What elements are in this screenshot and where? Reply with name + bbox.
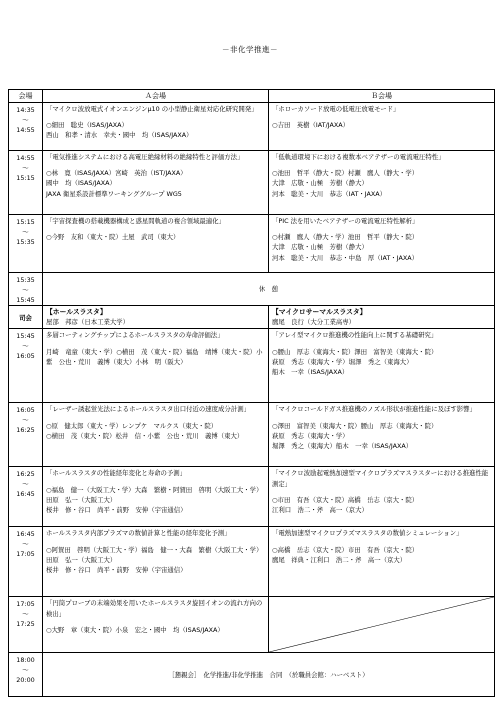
talk-title: 「マイクロコールドガス推進機のノズル形状が推進性能に及ぼす影響」	[272, 405, 476, 414]
time-cell	[9, 467, 43, 527]
empty-slot	[269, 597, 495, 653]
talk-title: 「レーザー誘起蛍光法によるホールスラスタ出口付近の速度成分計測」	[46, 405, 250, 414]
diagonal-strike	[269, 597, 494, 652]
start-time: 15:15	[16, 218, 35, 226]
start-time: 14:55	[16, 154, 35, 162]
time-cell	[9, 329, 43, 403]
room-b-talk	[269, 103, 495, 151]
talk-authors: ○池田 哲平（静大・院）村瀬 鷹人（静大・学）	[272, 169, 419, 178]
time-cell	[9, 597, 43, 653]
room-b-talk	[269, 467, 495, 527]
time-cell	[9, 273, 43, 306]
end-time: 16:45	[16, 490, 35, 499]
room-a-talk	[43, 403, 269, 467]
talk-authors: ○吉田 英樹（IAT/JAXA）	[272, 121, 350, 130]
end-time: 16:05	[16, 352, 35, 361]
talk-authors: ○澤田 富智美（東海大・院）腰山 厚志（東海大・院）	[272, 421, 438, 430]
talk-authors: 鷹尾 祥典・江利口 浩二・斧 高一（京大）	[272, 555, 407, 564]
session-name: 【マイクロサーマルスラスタ】	[272, 308, 367, 316]
table-row	[9, 215, 495, 273]
room-a-header: Ａ会場	[43, 90, 269, 103]
talk-authors: ○今野 友和（東大・院）土屋 武司（東大）	[46, 233, 180, 242]
talk-authors: ○細田 聡史（ISAS/JAXA）	[46, 121, 128, 130]
table-row	[9, 597, 495, 653]
talk-authors: 桜井 修・谷口 尚平・前野 安伸（宇宙通信）	[46, 506, 187, 515]
time-separator: ～	[22, 164, 29, 172]
room-a-talk	[43, 467, 269, 527]
talk-authors: ○原 健太郎（東大・学）レンプケ マルクス（東大・院）	[46, 421, 218, 430]
page-title: －非化学推進－	[222, 45, 278, 54]
talk-authors: 西山 和孝・清水 幸夫・國中 均（ISAS/JAXA）	[46, 131, 193, 140]
talk-authors: ○腰山 厚志（東海大・院）澤田 富智美（東海大・院）	[272, 347, 438, 356]
end-time: 17:25	[16, 620, 35, 629]
break-label: 休 憩	[43, 273, 495, 306]
table-row	[9, 273, 495, 306]
end-time: 15:35	[16, 238, 35, 246]
talk-title: 「ホールスラスタの性能経年変化と寿命の予測」	[46, 469, 187, 478]
reception-label: ［懇親会］ 化学推進/非化学推進 合同 （於職員会館：ハーベスト）	[43, 653, 495, 697]
venue-header: 会場	[9, 90, 43, 103]
table-row	[9, 103, 495, 151]
time-cell	[9, 653, 43, 697]
end-time: 20:00	[16, 676, 35, 685]
talk-authors: 河本 聡美・大川 恭志・中島 厚（IAT・JAXA）	[272, 253, 418, 262]
time-separator: ～	[22, 480, 29, 489]
talk-authors: ○福島 健一（大阪工大・学）大森 繁樹・阿賀田 啓明（大阪工大・学）田原 弘一（大阪工大）	[46, 485, 263, 504]
time-separator: ～	[22, 540, 29, 549]
room-b-talk	[269, 403, 495, 467]
start-time: 16:25	[16, 470, 35, 479]
table-row	[9, 527, 495, 597]
talk-title: 「円筒プローブの末端効果を用いたホールスラスタ旋回イオンの流れ方向の検出」	[46, 599, 263, 618]
table-row	[9, 653, 495, 697]
room-a-talk	[43, 215, 269, 273]
talk-authors: 江利口 浩二・斧 高一（京大）	[272, 506, 368, 515]
room-a-session	[43, 306, 269, 329]
talk-title: ホールスラスタ内部プラズマの数値計算と性能の経年変化予測」	[46, 529, 231, 538]
time-cell	[9, 151, 43, 215]
room-a-talk	[43, 527, 269, 597]
time-cell	[9, 215, 43, 273]
talk-authors: 大津 広敬・山極 芳樹（静大）	[272, 243, 368, 252]
time-cell	[9, 527, 43, 597]
time-separator: ～	[22, 342, 29, 351]
time-separator: ～	[22, 228, 29, 236]
talk-authors: 河本 聡美・大川 恭志（IAT・JAXA）	[272, 189, 387, 198]
room-a-talk	[43, 103, 269, 151]
header-row	[9, 90, 495, 103]
talk-title: 多層コーティングチップによるホールスラスタの寿命評価法」	[46, 331, 224, 340]
end-time: 14:55	[16, 126, 35, 134]
start-time: 14:35	[16, 106, 35, 114]
room-b-talk	[269, 151, 495, 215]
talk-title: 「宇宙探査機の搭載機器構成と惑星間軌道の複合領域最適化」	[46, 217, 225, 225]
talk-authors: ○高橋 岳志（京大・院）市田 有吾（京大・院）	[272, 545, 419, 554]
talk-title: 「ホローカソード放電の低電圧放電モード」	[272, 105, 400, 113]
talk-authors: 萩原 秀志（東海大・学）堀澤 秀之（東海大）	[272, 357, 413, 366]
room-a-talk	[43, 597, 269, 653]
talk-authors: 萩原 秀志（東海大・学）	[272, 431, 349, 440]
table-row	[9, 403, 495, 467]
time-separator: ～	[22, 116, 29, 124]
time-cell	[9, 103, 43, 151]
room-a-talk	[43, 151, 269, 215]
time-separator: ～	[22, 610, 29, 619]
talk-authors: ○市田 有吾（京大・院）高橋 岳志（京大・院）	[272, 495, 419, 504]
table-row	[9, 467, 495, 527]
room-a-talk	[43, 329, 269, 403]
start-time: 16:05	[16, 406, 35, 415]
table-row	[9, 151, 495, 215]
talk-title: 「電気推進システムにおける高電圧絶縁材料の絶縁特性と評価方法」	[46, 153, 244, 161]
talk-authors: ○村瀬 鷹人（静大・学）池田 哲平（静大・院）	[272, 233, 419, 242]
start-time: 18:00	[16, 656, 35, 665]
talk-authors: ○大野 章（東大・院）小泉 宏之・國中 均（ISAS/JAXA）	[46, 625, 224, 634]
room-b-talk	[269, 215, 495, 273]
time-cell	[9, 403, 43, 467]
talk-authors: ○横田 茂（東大・院）松井 信・小紫 公也・荒川 義博（東大）	[46, 431, 244, 440]
schedule-table	[8, 89, 495, 697]
talk-title: 「アレイ型マイクロ推進機の性能向上に関する基礎研究」	[272, 331, 438, 340]
start-time: 15:45	[16, 332, 35, 341]
talk-authors: 月崎 竜童（東大・学）○横田 茂（東大・院）福島 靖博（東大・院）小紫 公也・荒川 義博（東大）小林 明（阪大）	[46, 347, 263, 366]
talk-authors: 大津 広敬・山極 芳樹（静大）	[272, 179, 368, 188]
talk-authors: ○林 寛（ISAS/JAXA）宮崎 英治（IST/JAXA）	[46, 169, 187, 178]
start-time: 17:05	[16, 600, 35, 609]
time-separator: ～	[22, 666, 29, 675]
chair-label: 司会	[9, 306, 43, 329]
talk-title: 「マイクロ波放電式イオンエンジンμ10 の小型静止衛星対応化研究開発」	[46, 105, 258, 113]
end-time: 15:45	[16, 296, 35, 304]
end-time: 17:05	[16, 550, 35, 559]
start-time: 16:45	[16, 530, 35, 539]
talk-authors: 桜井 修・谷口 尚平・前野 安伸（宇宙通信）	[46, 566, 187, 575]
talk-authors: JAXA 衛星系設計標準ワーキンググループ WG5	[46, 189, 182, 198]
talk-title: 「低軌道環境下における複数本ベアテザーの電流電圧特性」	[272, 153, 445, 161]
talk-title: 「PIC 法を用いたベアテザーの電流電圧特性解析」	[272, 217, 419, 225]
chair-row	[9, 306, 495, 329]
talk-title: 「マイクロ波励起電熱加速型マイクロプラズマスラスターにおける推進性能測定」	[272, 469, 489, 488]
end-time: 16:25	[16, 426, 35, 435]
room-b-talk	[269, 329, 495, 403]
room-b-talk	[269, 527, 495, 597]
end-time: 15:15	[16, 174, 35, 182]
session-chair: 屋部 邦彦（日本工業大学）	[46, 318, 130, 327]
table-row	[9, 329, 495, 403]
time-separator: ～	[22, 286, 29, 294]
talk-authors: 堀澤 秀之（東海大）船木 一幸（ISAS/JAXA）	[272, 442, 413, 451]
talk-authors: ○阿賀田 啓明（大阪工大・学）福島 健一・大森 繁樹（大阪工大・学）田原 弘一（大阪工大）	[46, 545, 263, 564]
talk-authors: 船木 一幸（ISAS/JAXA）	[272, 368, 349, 377]
session-chair: 鷹尾 良行（大分工業高専）	[272, 318, 356, 327]
time-separator: ～	[22, 416, 29, 425]
talk-title: 「電熱加速型マイクロプラズマスラスタの数値シミュレーション」	[272, 529, 463, 538]
room-b-session	[269, 306, 495, 329]
session-name: 【ホールスラスタ】	[46, 308, 107, 316]
talk-authors: 國中 均（ISAS/JAXA）	[46, 179, 116, 188]
room-b-header: Ｂ会場	[269, 90, 495, 103]
start-time: 15:35	[16, 276, 35, 284]
